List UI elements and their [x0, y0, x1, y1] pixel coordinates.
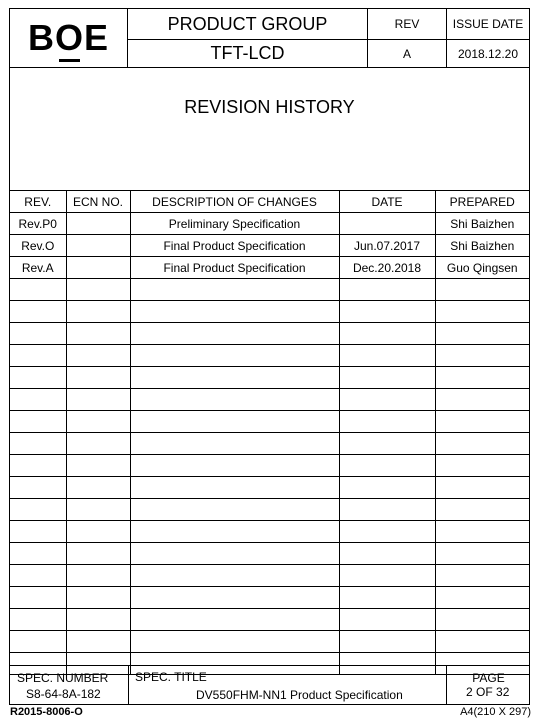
empty-cell	[10, 279, 66, 301]
empty-cell	[10, 433, 66, 455]
empty-cell	[10, 499, 66, 521]
table-cell	[66, 213, 130, 235]
empty-row	[10, 389, 529, 411]
page-cell	[446, 666, 530, 705]
empty-cell	[339, 477, 435, 499]
empty-cell	[435, 323, 529, 345]
empty-row	[10, 345, 529, 367]
empty-cell	[130, 609, 339, 631]
empty-cell	[435, 455, 529, 477]
empty-cell	[435, 565, 529, 587]
empty-cell	[66, 433, 130, 455]
empty-cell	[66, 345, 130, 367]
col-description: DESCRIPTION OF CHANGES	[130, 191, 339, 213]
page-title: REVISION HISTORY	[184, 97, 355, 117]
col-prepared: PREPARED	[435, 191, 529, 213]
empty-row	[10, 499, 529, 521]
table-cell	[339, 213, 435, 235]
product-group-label: PRODUCT GROUP	[128, 9, 367, 40]
empty-cell	[435, 499, 529, 521]
issue-date-label: ISSUE DATE	[446, 9, 529, 40]
empty-cell	[10, 521, 66, 543]
empty-cell	[10, 411, 66, 433]
doc-code: R2015-8006-O	[10, 706, 83, 718]
empty-cell	[130, 411, 339, 433]
empty-cell	[339, 411, 435, 433]
empty-cell	[339, 323, 435, 345]
empty-cell	[339, 587, 435, 609]
issue-date-value: 2018.12.20	[446, 40, 529, 67]
empty-cell	[66, 301, 130, 323]
page-current: 2	[466, 685, 473, 699]
empty-cell	[130, 543, 339, 565]
empty-cell	[435, 279, 529, 301]
empty-cell	[66, 499, 130, 521]
empty-cell	[66, 323, 130, 345]
empty-cell	[130, 301, 339, 323]
revision-table	[10, 190, 529, 675]
table-cell: Rev.A	[10, 257, 66, 279]
empty-row	[10, 433, 529, 455]
empty-cell	[339, 301, 435, 323]
empty-row	[10, 587, 529, 609]
empty-row	[10, 455, 529, 477]
empty-cell	[10, 587, 66, 609]
empty-cell	[10, 345, 66, 367]
table-header-row	[10, 191, 529, 213]
empty-cell	[339, 565, 435, 587]
empty-cell	[66, 587, 130, 609]
empty-cell	[66, 455, 130, 477]
table-cell: Final Product Specification	[130, 235, 339, 257]
empty-cell	[66, 279, 130, 301]
header-block	[10, 9, 529, 68]
table-cell: Preliminary Specification	[130, 213, 339, 235]
empty-cell	[130, 279, 339, 301]
empty-cell	[66, 367, 130, 389]
empty-cell	[130, 477, 339, 499]
empty-row	[10, 301, 529, 323]
empty-cell	[130, 389, 339, 411]
empty-cell	[435, 477, 529, 499]
empty-row	[10, 323, 529, 345]
footer-block	[10, 665, 529, 705]
spec-number-label: SPEC. NUMBER	[17, 671, 109, 685]
table-row	[10, 257, 529, 279]
empty-row	[10, 565, 529, 587]
empty-cell	[435, 631, 529, 653]
company-logo	[10, 9, 128, 67]
spec-title-cell	[128, 666, 446, 705]
empty-cell	[66, 565, 130, 587]
empty-cell	[10, 389, 66, 411]
table-cell: Rev.P0	[10, 213, 66, 235]
table-cell	[66, 257, 130, 279]
empty-cell	[10, 323, 66, 345]
empty-cell	[435, 389, 529, 411]
empty-cell	[339, 433, 435, 455]
empty-cell	[10, 301, 66, 323]
empty-cell	[10, 565, 66, 587]
table-cell: Jun.07.2017	[339, 235, 435, 257]
empty-cell	[130, 367, 339, 389]
table-cell: Rev.O	[10, 235, 66, 257]
empty-cell	[10, 477, 66, 499]
rev-label: REV	[367, 9, 446, 40]
empty-cell	[130, 323, 339, 345]
empty-cell	[130, 631, 339, 653]
empty-cell	[339, 455, 435, 477]
empty-row	[10, 609, 529, 631]
empty-cell	[130, 587, 339, 609]
empty-cell	[435, 543, 529, 565]
empty-cell	[339, 279, 435, 301]
spec-number-cell	[10, 666, 129, 705]
empty-cell	[130, 499, 339, 521]
empty-cell	[339, 543, 435, 565]
empty-cell	[435, 521, 529, 543]
table-cell: Shi Baizhen	[435, 235, 529, 257]
col-rev: REV.	[10, 191, 66, 213]
table-cell	[66, 235, 130, 257]
empty-row	[10, 477, 529, 499]
empty-row	[10, 543, 529, 565]
empty-cell	[66, 389, 130, 411]
empty-cell	[130, 521, 339, 543]
empty-cell	[66, 411, 130, 433]
table-row	[10, 213, 529, 235]
empty-cell	[435, 301, 529, 323]
empty-cell	[339, 367, 435, 389]
col-date: DATE	[339, 191, 435, 213]
table-row	[10, 235, 529, 257]
empty-cell	[66, 521, 130, 543]
empty-cell	[10, 609, 66, 631]
rev-value: A	[367, 40, 446, 67]
empty-row	[10, 631, 529, 653]
empty-cell	[66, 543, 130, 565]
empty-row	[10, 367, 529, 389]
empty-cell	[66, 609, 130, 631]
empty-cell	[130, 455, 339, 477]
empty-cell	[339, 389, 435, 411]
empty-cell	[435, 411, 529, 433]
empty-row	[10, 521, 529, 543]
table-cell: Shi Baizhen	[435, 213, 529, 235]
empty-cell	[10, 543, 66, 565]
table-cell: Guo Qingsen	[435, 257, 529, 279]
empty-cell	[339, 609, 435, 631]
spec-title-label: SPEC. TITLE	[135, 670, 207, 684]
table-cell: Dec.20.2018	[339, 257, 435, 279]
page-number	[466, 685, 509, 699]
empty-cell	[10, 367, 66, 389]
empty-cell	[66, 477, 130, 499]
empty-cell	[10, 455, 66, 477]
empty-cell	[435, 367, 529, 389]
empty-cell	[435, 609, 529, 631]
empty-cell	[339, 499, 435, 521]
paper-size: A4(210 X 297)	[460, 706, 531, 718]
page-total: OF 32	[476, 685, 510, 699]
product-group-value: TFT-LCD	[210, 43, 285, 63]
col-ecn: ECN NO.	[66, 191, 130, 213]
empty-cell	[339, 521, 435, 543]
empty-cell	[130, 433, 339, 455]
empty-cell	[435, 345, 529, 367]
empty-cell	[339, 631, 435, 653]
page-label: PAGE	[472, 671, 505, 685]
logo-text: BOE	[27, 17, 110, 58]
empty-cell	[435, 433, 529, 455]
document-frame	[9, 8, 530, 705]
table-cell: Final Product Specification	[130, 257, 339, 279]
empty-row	[10, 411, 529, 433]
empty-row	[10, 279, 529, 301]
empty-cell	[339, 345, 435, 367]
empty-cell	[435, 587, 529, 609]
empty-cell	[130, 565, 339, 587]
spec-number-value: S8-64-8A-182	[26, 687, 101, 701]
empty-cell	[130, 345, 339, 367]
spec-title-value: DV550FHM-NN1 Product Specification	[196, 688, 403, 702]
empty-cell	[10, 631, 66, 653]
empty-cell	[66, 631, 130, 653]
